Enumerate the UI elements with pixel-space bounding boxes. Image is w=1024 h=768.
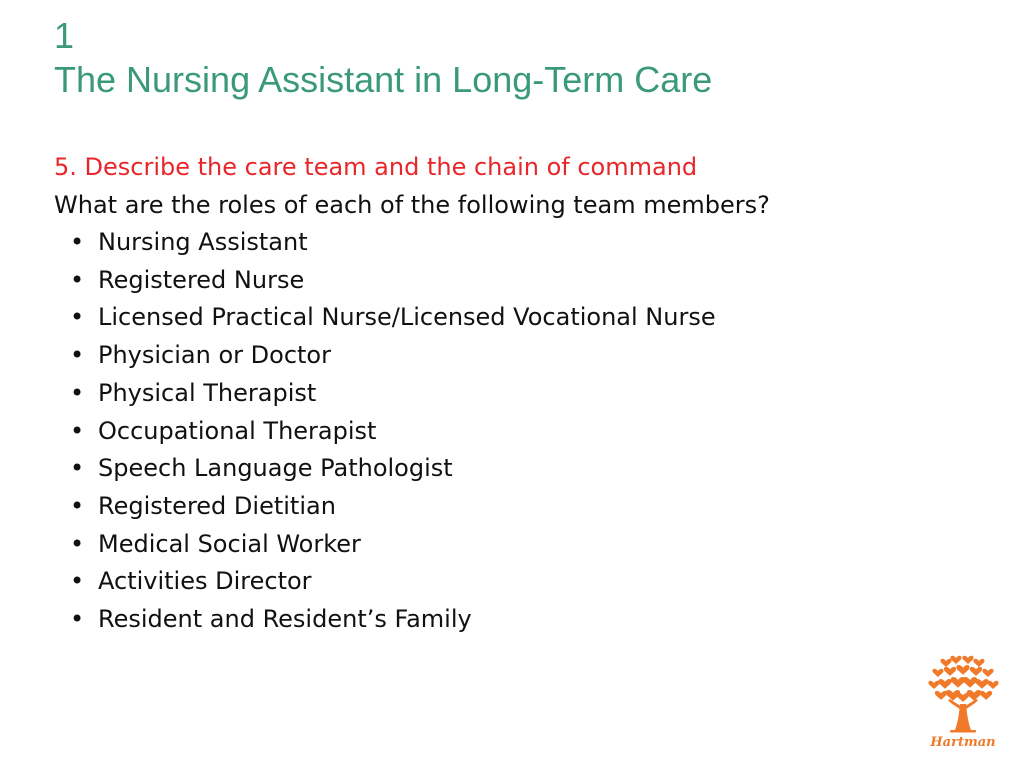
bullet-icon: •	[70, 341, 85, 370]
list-item-label: Nursing Assistant	[98, 228, 308, 256]
publisher-logo	[924, 652, 1002, 756]
chapter-title: The Nursing Assistant in Long-Term Care	[54, 59, 713, 100]
list-item	[54, 601, 974, 639]
list-item-label: Registered Nurse	[98, 265, 305, 294]
bullet-icon: •	[70, 378, 85, 407]
bullet-icon: •	[70, 303, 85, 332]
logo-wordmark: Hartman	[930, 735, 996, 750]
list-item-label: Occupational Therapist	[98, 416, 377, 445]
bullet-icon: •	[70, 454, 85, 483]
list-item-label: Medical Social Worker	[98, 529, 361, 558]
bullet-icon: •	[70, 265, 85, 294]
list-item	[54, 450, 974, 488]
list-item-label: Speech Language Pathologist	[98, 454, 453, 483]
list-item-label: Registered Dietitian	[98, 491, 336, 520]
list-item	[54, 526, 974, 564]
team-member-list	[54, 224, 974, 639]
list-item-label: Physical Therapist	[98, 378, 317, 407]
bullet-icon: •	[70, 567, 85, 596]
list-item	[54, 488, 974, 526]
bullet-icon: •	[70, 529, 85, 558]
bullet-icon: •	[70, 605, 85, 634]
list-item	[54, 224, 974, 262]
list-item	[54, 375, 974, 413]
list-item	[54, 563, 974, 601]
learning-objective: 5. Describe the care team and the chain of command	[54, 153, 698, 181]
list-item-label: Licensed Practical Nurse/Licensed Vocational Nurse	[98, 303, 716, 332]
chapter-number: 1	[54, 15, 75, 56]
list-item	[54, 337, 974, 375]
list-item-label: Activities Director	[98, 567, 312, 596]
list-item	[54, 299, 974, 337]
list-item	[54, 262, 974, 300]
list-item	[54, 413, 974, 451]
bullet-icon: •	[70, 416, 85, 445]
question-text: What are the roles of each of the following team members?	[54, 191, 770, 219]
slide-body	[54, 150, 974, 639]
list-item-label: Resident and Resident’s Family	[98, 605, 472, 634]
list-item-label: Physician or Doctor	[98, 341, 331, 370]
bullet-icon: •	[70, 228, 85, 256]
bullet-icon: •	[70, 491, 85, 520]
slide-header	[54, 14, 712, 102]
heart-tree-icon	[924, 652, 1002, 736]
